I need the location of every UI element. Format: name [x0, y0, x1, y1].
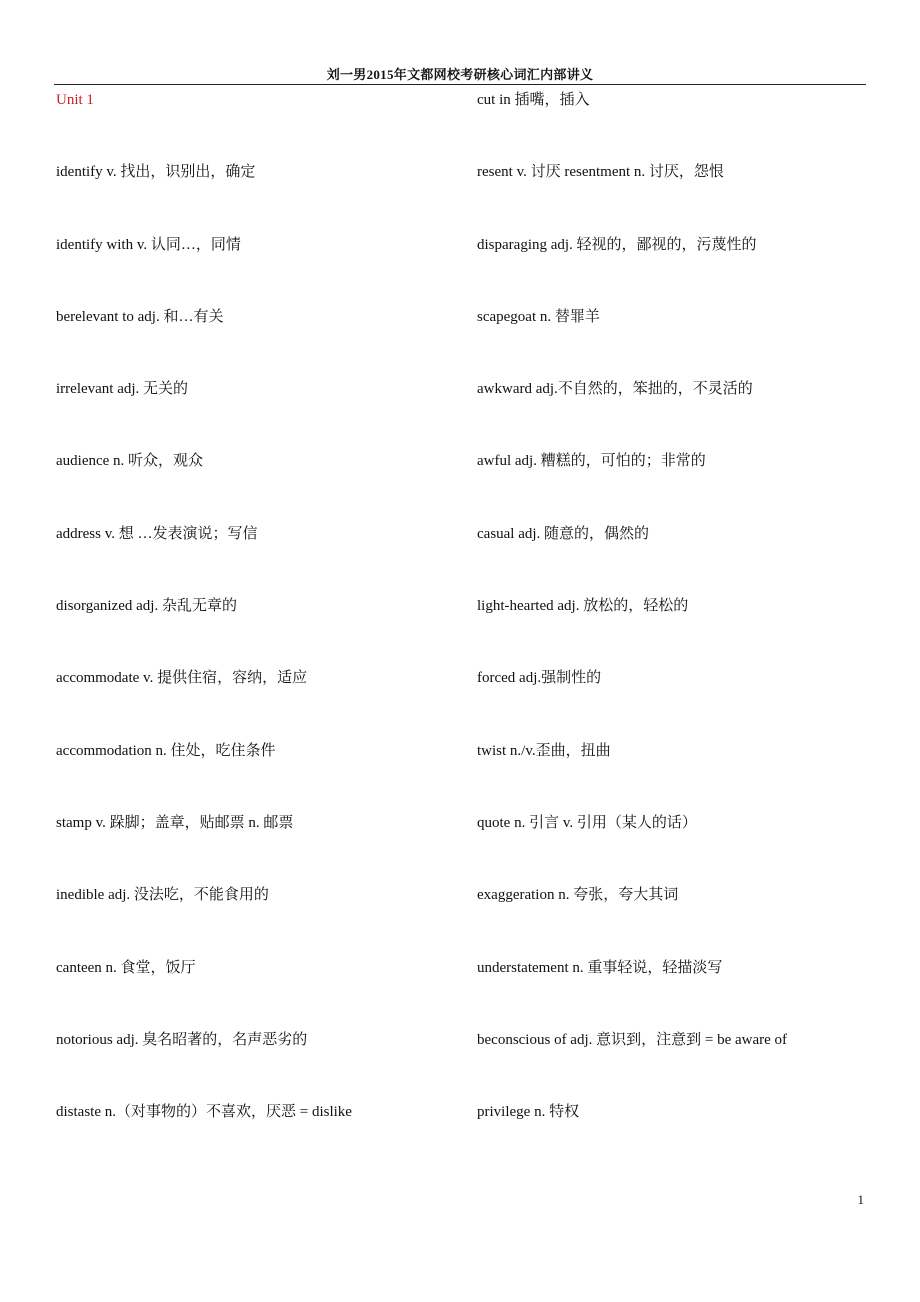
vocab-entry: casual adj. 随意的，偶然的: [477, 525, 650, 542]
vocab-entry: light-hearted adj. 放松的，轻松的: [477, 598, 689, 615]
vocab-entry: scapegoat n. 替罪羊: [477, 308, 600, 325]
vocab-entry: cut in 插嘴，插入: [477, 92, 590, 108]
vocab-entry: exaggeration n. 夸张，夸大其词: [477, 887, 679, 904]
vocab-entry: inedible adj. 没法吃，不能食用的: [56, 887, 269, 904]
vocab-entry: canteen n. 食堂，饭厅: [56, 959, 196, 976]
vocab-entry: twist n./v.歪曲，扭曲: [477, 742, 611, 759]
vocab-entry: resent v. 讨厌 resentment n. 讨厌，怨恨: [477, 164, 724, 181]
vocab-entry: privilege n. 特权: [477, 1104, 580, 1121]
header-divider: [54, 84, 866, 85]
vocab-entry: disorganized adj. 杂乱无章的: [56, 598, 237, 615]
vocab-entry: accommodate v. 提供住宿，容纳，适应: [56, 670, 308, 687]
vocab-entry: understatement n. 重事轻说，轻描淡写: [477, 959, 723, 976]
vocab-entry: notorious adj. 臭名昭著的，名声恶劣的: [56, 1031, 308, 1048]
page-number: 1: [857, 1192, 864, 1207]
vocab-entry: stamp v. 跺脚；盖章，贴邮票 n. 邮票: [56, 814, 294, 831]
vocab-entry: beconscious of adj. 意识到，注意到 = be aware of: [477, 1031, 788, 1048]
vocab-entry: identify with v. 认同…，同情: [56, 236, 241, 253]
vocab-entry: berelevant to adj. 和…有关: [56, 308, 224, 325]
left-column: [56, 90, 466, 1174]
vocab-entry: awful adj. 糟糕的，可怕的；非常的: [477, 453, 706, 470]
vocab-entry: forced adj.强制性的: [477, 670, 602, 687]
page-header-title: 刘一男2015年文都网校考研核心词汇内部讲义: [326, 67, 594, 82]
vocab-entry: accommodation n. 住处，吃住条件: [56, 742, 276, 759]
unit-heading: Unit 1: [56, 92, 94, 108]
vocab-entry: quote n. 引言 v. 引用（某人的话）: [477, 814, 697, 831]
vocab-entry: disparaging adj. 轻视的，鄙视的，污蔑性的: [477, 236, 757, 253]
vocab-entry: address v. 想 …发表演说；写信: [56, 525, 258, 542]
vocab-entry: identify v. 找出，识别出，确定: [56, 164, 256, 181]
vocab-entry: distaste n.（对事物的）不喜欢，厌恶 = dislike: [56, 1104, 352, 1121]
right-column: [477, 90, 897, 1174]
vocab-entry: audience n. 听众，观众: [56, 453, 204, 470]
vocab-entry: awkward adj.不自然的，笨拙的，不灵活的: [477, 381, 753, 398]
vocab-entry: irrelevant adj. 无关的: [56, 381, 189, 398]
